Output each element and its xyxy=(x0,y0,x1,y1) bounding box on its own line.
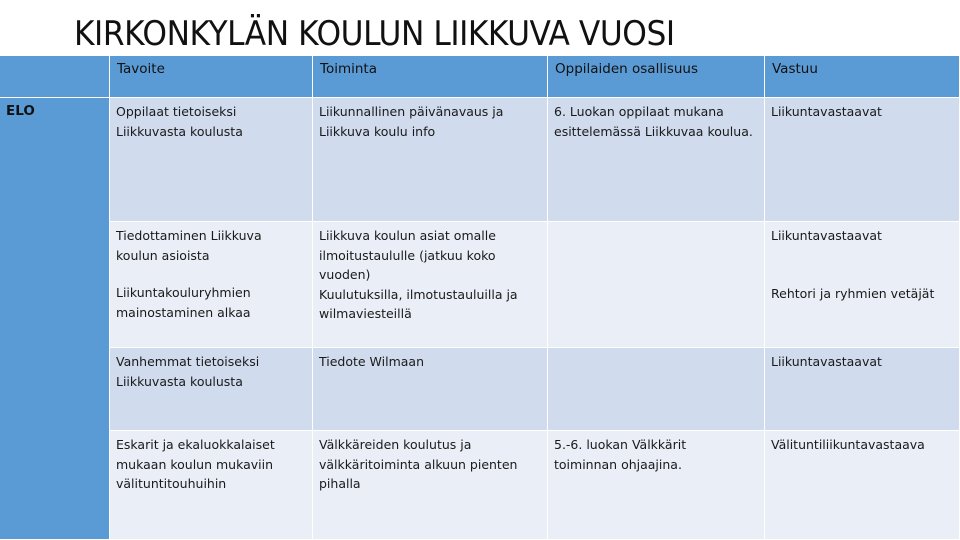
cell-text: Liikuntavastaavat xyxy=(771,354,882,369)
activity-table xyxy=(0,56,960,540)
cell-text: Liikkuva koulun asiat omalle ilmoitustaululle (jatkuu koko vuoden) Kuulutuksilla, ilmotustauluilla ja wilmaviesteillä xyxy=(319,228,518,321)
table-row-4-osallisuus xyxy=(548,431,765,540)
cell-text: Tiedote Wilmaan xyxy=(319,354,425,369)
table-row-1-osallisuus xyxy=(548,98,765,222)
header-tavoite: Tavoite xyxy=(110,56,313,98)
month-label-cell xyxy=(0,98,110,540)
table-row-2-vastuu xyxy=(765,222,960,348)
cell-text: Välkkäreiden koulutus ja välkkäritoiminta alkuun pienten pihalla xyxy=(319,437,518,491)
table-row-4-toiminta xyxy=(313,431,548,540)
cell-text: Liikunnallinen päivänavaus ja Liikkuva koulu info xyxy=(319,104,504,139)
table-row-3-toiminta xyxy=(313,348,548,431)
cell-text: Liikuntavastaavat xyxy=(771,228,882,243)
table-row-4-tavoite xyxy=(110,431,313,540)
table-row-3-vastuu xyxy=(765,348,960,431)
cell-text: Vanhemmat tietoiseksi Liikkuvasta koulusta xyxy=(116,354,260,389)
cell-text: 6. Luokan oppilaat mukana esittelemässä Liikkuvaa koulua. xyxy=(554,104,753,139)
table-row-1-toiminta xyxy=(313,98,548,222)
page-title: KIRKONKYLÄN KOULUN LIIKKUVA VUOSI xyxy=(74,14,675,54)
cell-text: Liikuntavastaavat xyxy=(771,104,882,119)
header-oppilaiden-osallisuus: Oppilaiden osallisuus xyxy=(548,56,765,98)
cell-text: Tiedottaminen Liikkuva koulun asioista xyxy=(116,228,262,263)
cell-text: Oppilaat tietoiseksi Liikkuvasta koulusta xyxy=(116,104,243,139)
header-corner-cell xyxy=(0,56,110,98)
table-row-1-tavoite xyxy=(110,98,313,222)
table-row-3-osallisuus xyxy=(548,348,765,431)
table-row-1-vastuu xyxy=(765,98,960,222)
table-row-2-tavoite xyxy=(110,222,313,348)
cell-text: Rehtori ja ryhmien vetäjät xyxy=(771,285,935,301)
table-row-2-toiminta xyxy=(313,222,548,348)
cell-text: 5.-6. luokan Välkkärit toiminnan ohjaajina. xyxy=(554,437,687,472)
table-row-2-osallisuus xyxy=(548,222,765,348)
month-label: ELO xyxy=(6,103,35,119)
header-toiminta: Toiminta xyxy=(313,56,548,98)
table-row-4-vastuu xyxy=(765,431,960,540)
header-vastuu: Vastuu xyxy=(765,56,960,98)
table-row-3-tavoite xyxy=(110,348,313,431)
cell-text: Eskarit ja ekaluokkalaiset mukaan koulun mukaviin välituntitouhuihin xyxy=(116,437,275,491)
cell-text: Liikuntakouluryhmien mainostaminen alkaa xyxy=(116,285,251,320)
cell-text: Välituntiliikuntavastaava xyxy=(771,437,925,452)
